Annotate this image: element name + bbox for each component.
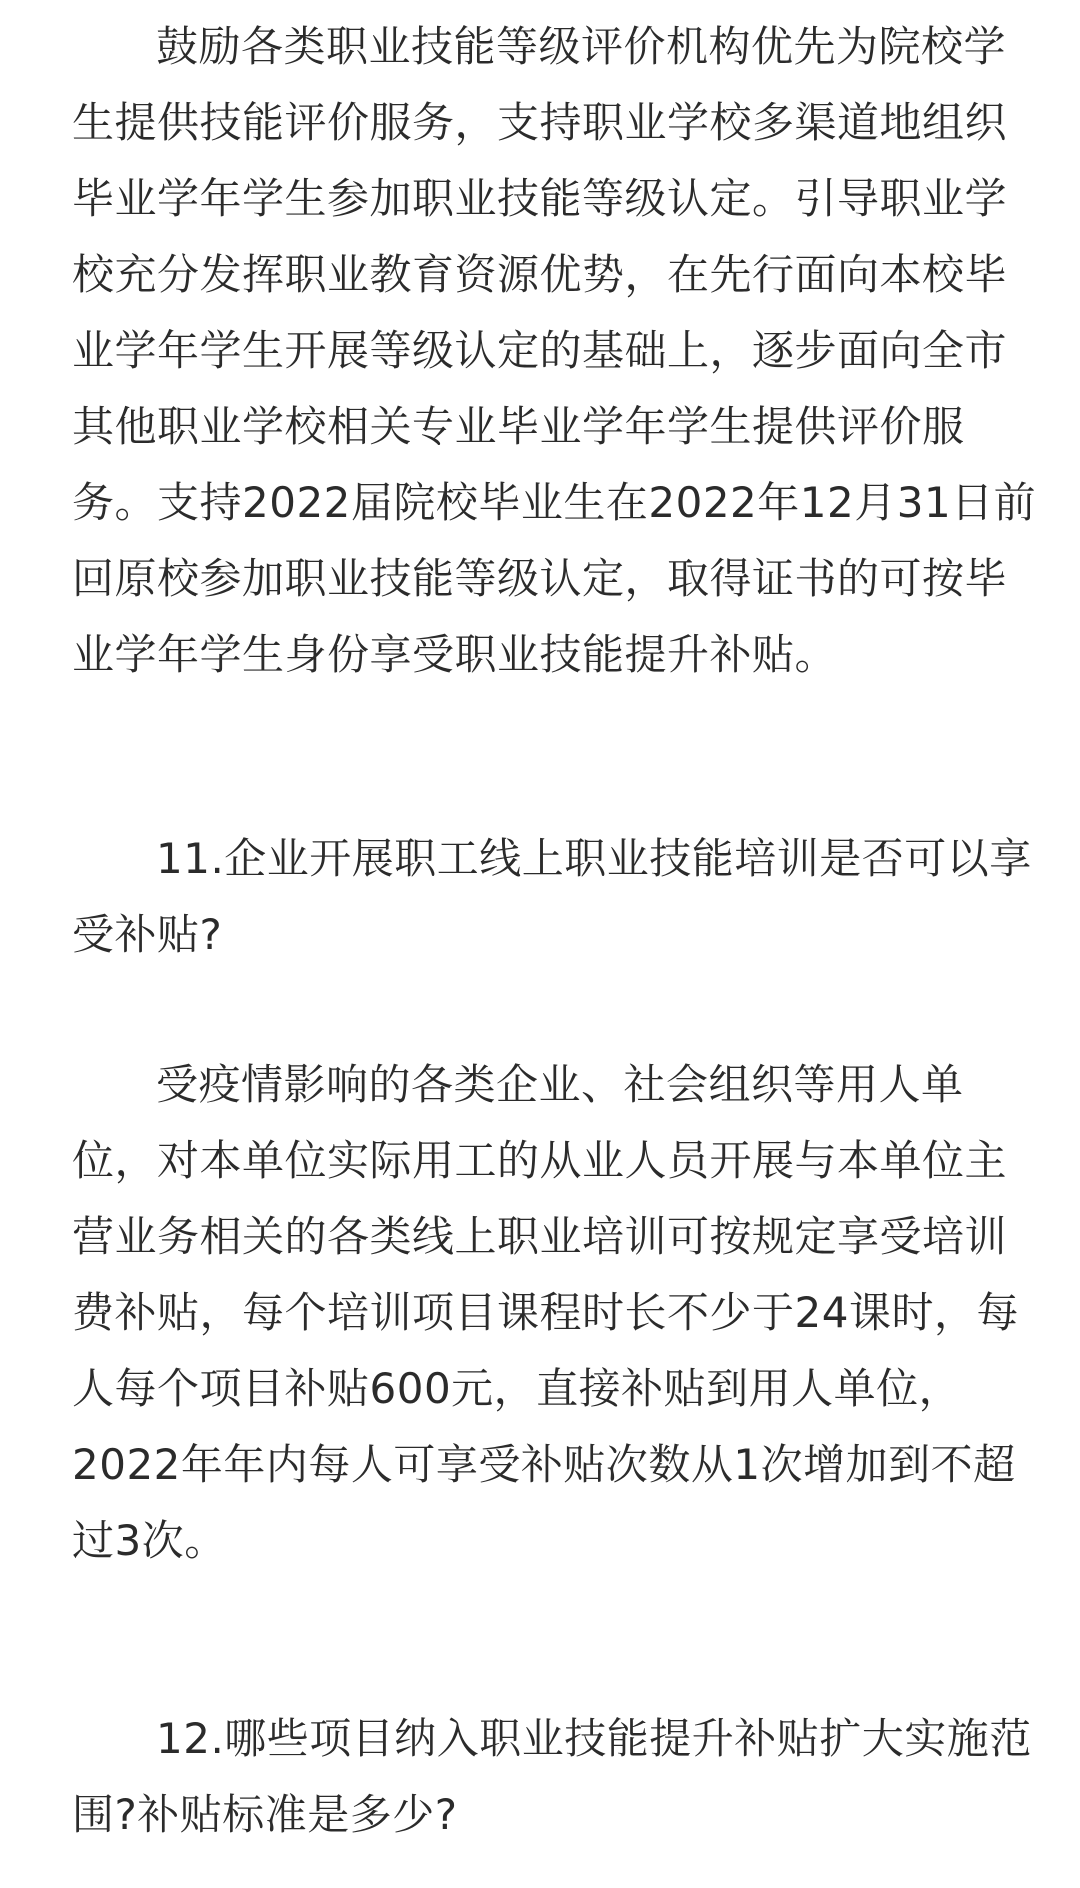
- question-heading-line: 12.哪些项目纳入职业技能提升补贴扩大实施范: [156, 1714, 1032, 1763]
- text-line: 生提供技能评价服务，支持职业学校多渠道地组织: [72, 98, 1008, 147]
- question-heading-line: 围?补贴标准是多少?: [72, 1790, 458, 1839]
- text-line: 毕业学年学生参加职业技能等级认定。引导职业学: [72, 174, 1008, 223]
- text-line: 位，对本单位实际用工的从业人员开展与本单位主: [72, 1136, 1008, 1185]
- text-line: 务。支持2022届院校毕业生在2022年12月31日前: [72, 478, 1037, 527]
- text-line: 2022年年内每人可享受补贴次数从1次增加到不超: [72, 1440, 1016, 1489]
- text-line: 业学年学生身份享受职业技能提升补贴。: [72, 630, 838, 679]
- text-line: 人每个项目补贴600元，直接补贴到用人单位，: [72, 1364, 962, 1413]
- text-line: 回原校参加职业技能等级认定，取得证书的可按毕: [72, 554, 1008, 603]
- text-line: 营业务相关的各类线上职业培训可按规定享受培训: [72, 1212, 1008, 1261]
- text-line: 过3次。: [72, 1516, 227, 1565]
- question-heading-line: 11.企业开展职工线上职业技能培训是否可以享: [156, 834, 1032, 883]
- text-line: 业学年学生开展等级认定的基础上，逐步面向全市: [72, 326, 1008, 375]
- text-line: 费补贴，每个培训项目课程时长不少于24课时，每: [72, 1288, 1019, 1337]
- text-line: 受疫情影响的各类企业、社会组织等用人单: [156, 1060, 964, 1109]
- question-heading-line: 受补贴?: [72, 910, 223, 959]
- text-line: 其他职业学校相关专业毕业学年学生提供评价服: [72, 402, 965, 451]
- text-line: 鼓励各类职业技能等级评价机构优先为院校学: [156, 22, 1007, 71]
- text-line: 校充分发挥职业教育资源优势，在先行面向本校毕: [72, 250, 1008, 299]
